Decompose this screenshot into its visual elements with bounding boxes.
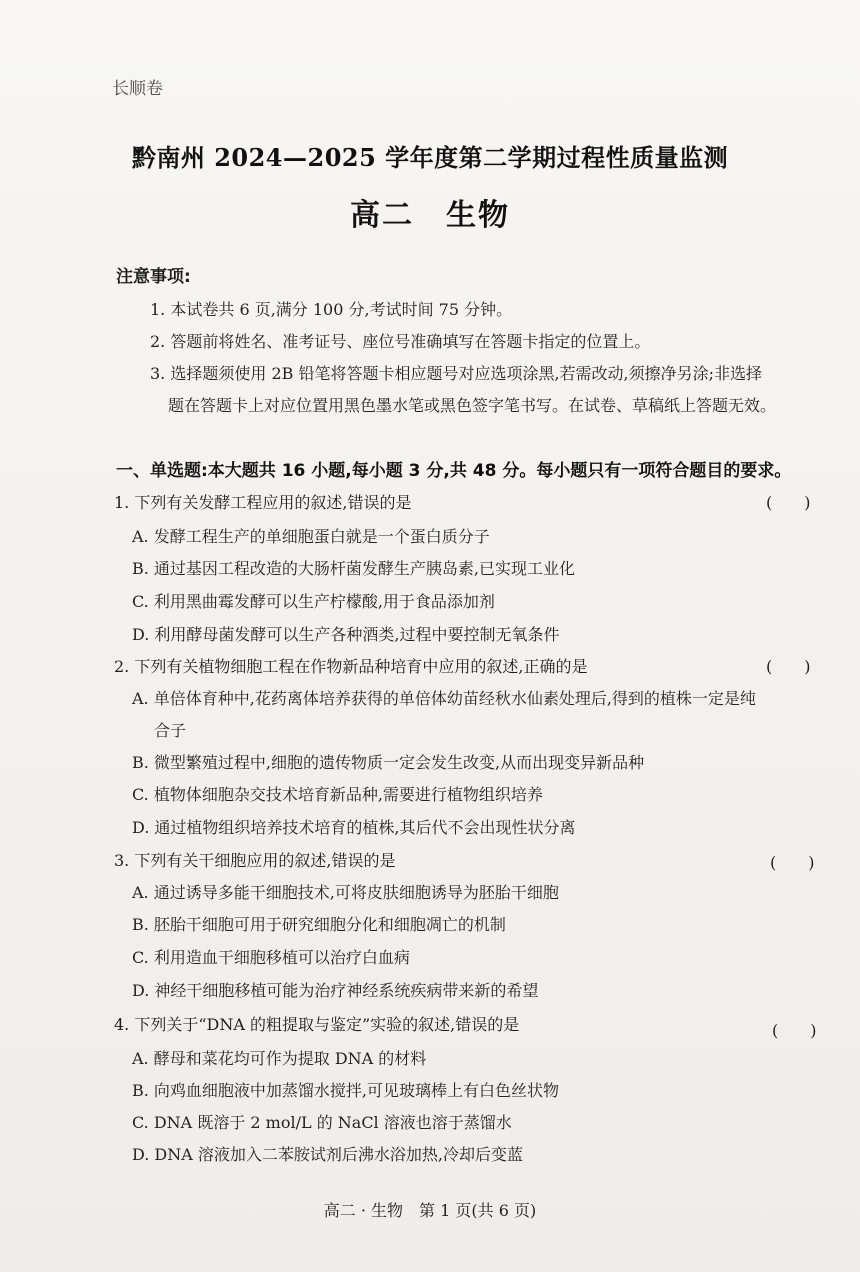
option-c: C. 利用造血干细胞移植可以治疗白血病: [132, 948, 410, 967]
option-c: C. DNA 既溶于 2 mol/L 的 NaCl 溶液也溶于蒸馏水: [132, 1113, 512, 1132]
notice-item: 1. 本试卷共 6 页,满分 100 分,考试时间 75 分钟。: [150, 300, 513, 319]
subject-title: 高二 生物: [350, 198, 510, 233]
option-d: D. 利用酵母菌发酵可以生产各种酒类,过程中要控制无氧条件: [132, 625, 560, 644]
option-a: A. 通过诱导多能干细胞技术,可将皮肤细胞诱导为胚胎干细胞: [132, 883, 559, 902]
answer-bracket: ( ): [766, 493, 811, 512]
option-b: B. 胚胎干细胞可用于研究细胞分化和细胞凋亡的机制: [132, 915, 506, 934]
section-heading: 一、单选题:本大题共 16 小题,每小题 3 分,共 48 分。每小题只有一项符合题目的要求。: [116, 461, 792, 481]
option-d: D. DNA 溶液加入二苯胺试剂后沸水浴加热,冷却后变蓝: [132, 1145, 523, 1164]
corner-label: 长顺卷: [112, 79, 163, 99]
option-b: B. 通过基因工程改造的大肠杆菌发酵生产胰岛素,已实现工业化: [132, 559, 576, 578]
notice-item: 2. 答题前将姓名、准考证号、座位号准确填写在答题卡指定的位置上。: [150, 332, 651, 351]
option-b: B. 微型繁殖过程中,细胞的遗传物质一定会发生改变,从而出现变异新品种: [132, 753, 645, 772]
option-c: C. 利用黑曲霉发酵可以生产柠檬酸,用于食品添加剂: [132, 592, 495, 611]
notice-heading: 注意事项:: [116, 267, 191, 287]
option-c: C. 植物体细胞杂交技术培育新品种,需要进行植物组织培养: [132, 785, 543, 804]
question-stem: 4. 下列关于“DNA 的粗提取与鉴定”实验的叙述,错误的是: [114, 1015, 520, 1034]
option-b: B. 向鸡血细胞液中加蒸馏水搅拌,可见玻璃棒上有白色丝状物: [132, 1081, 560, 1100]
option-a: A. 酵母和菜花均可作为提取 DNA 的材料: [132, 1049, 427, 1068]
question-stem: 1. 下列有关发酵工程应用的叙述,错误的是: [114, 493, 412, 512]
question-stem: 2. 下列有关植物细胞工程在作物新品种培育中应用的叙述,正确的是: [114, 657, 588, 676]
option-d: D. 通过植物组织培养技术培育的植株,其后代不会出现性状分离: [132, 818, 576, 837]
answer-bracket: ( ): [772, 1021, 817, 1040]
notice-item: 题在答题卡上对应位置用黑色墨水笔或黑色签字笔书写。在试卷、草稿纸上答题无效。: [168, 396, 777, 415]
page-footer: 高二 · 生物 第 1 页(共 6 页): [323, 1201, 537, 1220]
answer-bracket: ( ): [766, 657, 811, 676]
question-stem: 3. 下列有关干细胞应用的叙述,错误的是: [114, 851, 396, 870]
option-a: A. 单倍体育种中,花药离体培养获得的单倍体幼苗经秋水仙素处理后,得到的植株一定是纯: [132, 689, 756, 708]
option-d: D. 神经干细胞移植可能为治疗神经系统疾病带来新的希望: [132, 981, 539, 1000]
notice-item: 3. 选择题须使用 2B 铅笔将答题卡相应题号对应选项涂黑,若需改动,须擦净另涂;非选择: [150, 364, 763, 383]
option-a-continued: 合子: [154, 721, 187, 740]
page-title: 黔南州 2024—2025 学年度第二学期过程性质量监测: [131, 143, 729, 172]
answer-bracket: ( ): [770, 853, 815, 872]
option-a: A. 发酵工程生产的单细胞蛋白就是一个蛋白质分子: [132, 527, 490, 546]
